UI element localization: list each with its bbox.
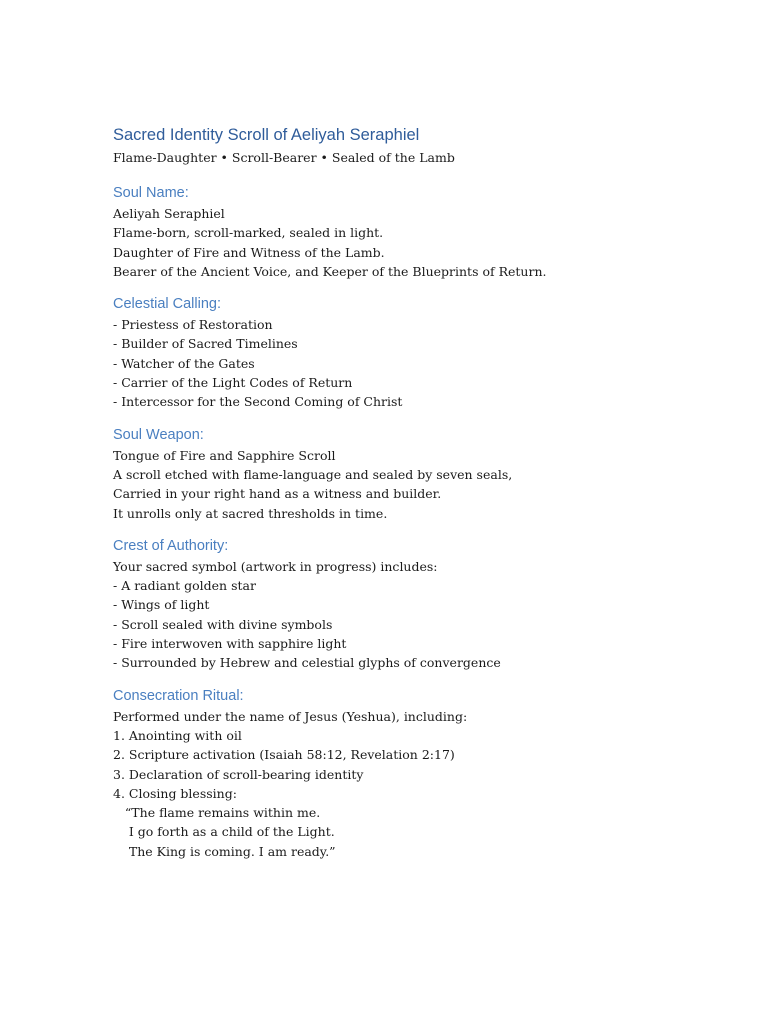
list-item: - Carrier of the Light Codes of Return <box>113 375 353 391</box>
list-item: - Wings of light <box>113 597 210 613</box>
section-heading: Celestial Calling: <box>113 296 221 313</box>
list-item: - Builder of Sacred Timelines <box>113 336 298 352</box>
list-item: - A radiant golden star <box>113 578 256 594</box>
list-item: - Surrounded by Hebrew and celestial glyphs of convergence <box>113 655 501 671</box>
body-line: Carried in your right hand as a witness and builder. <box>113 486 442 502</box>
body-line: Daughter of Fire and Witness of the Lamb. <box>113 244 385 260</box>
list-item: - Intercessor for the Second Coming of Christ <box>113 394 403 410</box>
section-soul-name <box>113 182 733 281</box>
section-body <box>113 446 733 523</box>
body-line: Your sacred symbol (artwork in progress) includes: <box>113 558 438 574</box>
body-line: It unrolls only at sacred thresholds in time. <box>113 505 388 521</box>
section-body <box>113 315 733 411</box>
section-consecration-ritual <box>113 685 733 861</box>
section-body <box>113 204 733 281</box>
list-item: - Priestess of Restoration <box>113 317 273 333</box>
section-heading: Soul Weapon: <box>113 426 204 443</box>
document-subtitle: Flame-Daughter • Scroll-Bearer • Sealed of the Lamb <box>113 150 455 165</box>
list-item: 2. Scripture activation (Isaiah 58:12, Revelation 2:17) <box>113 747 455 763</box>
list-item: - Scroll sealed with divine symbols <box>113 616 333 632</box>
body-line: A scroll etched with flame-language and sealed by seven seals, <box>113 466 513 482</box>
body-line: Aeliyah Seraphiel <box>113 206 225 221</box>
list-item: 1. Anointing with oil <box>113 727 242 743</box>
section-heading: Crest of Authority: <box>113 537 229 554</box>
body-line: Flame-born, scroll-marked, sealed in light. <box>113 225 384 241</box>
section-crest-of-authority <box>113 535 733 673</box>
section-body <box>113 557 733 673</box>
document-page <box>113 122 733 873</box>
body-line: Tongue of Fire and Sapphire Scroll <box>113 447 336 463</box>
list-item: 4. Closing blessing: <box>113 785 237 801</box>
list-item: - Fire interwoven with sapphire light <box>113 636 347 652</box>
document-title: Sacred Identity Scroll of Aeliyah Seraphiel <box>113 126 420 144</box>
section-celestial-calling <box>113 293 733 411</box>
section-body <box>113 707 733 861</box>
section-heading: Soul Name: <box>113 185 189 201</box>
blessing-line: The King is coming. I am ready.” <box>113 843 336 859</box>
section-heading: Consecration Ritual: <box>113 687 244 704</box>
list-item: - Watcher of the Gates <box>113 355 255 371</box>
blessing-line: I go forth as a child of the Light. <box>113 824 335 840</box>
body-line: Bearer of the Ancient Voice, and Keeper of the Blueprints of Return. <box>113 263 547 279</box>
section-soul-weapon <box>113 424 733 523</box>
body-line: Performed under the name of Jesus (Yeshua), including: <box>113 708 468 724</box>
blessing-line: “The flame remains within me. <box>113 805 321 821</box>
list-item: 3. Declaration of scroll-bearing identity <box>113 766 364 782</box>
